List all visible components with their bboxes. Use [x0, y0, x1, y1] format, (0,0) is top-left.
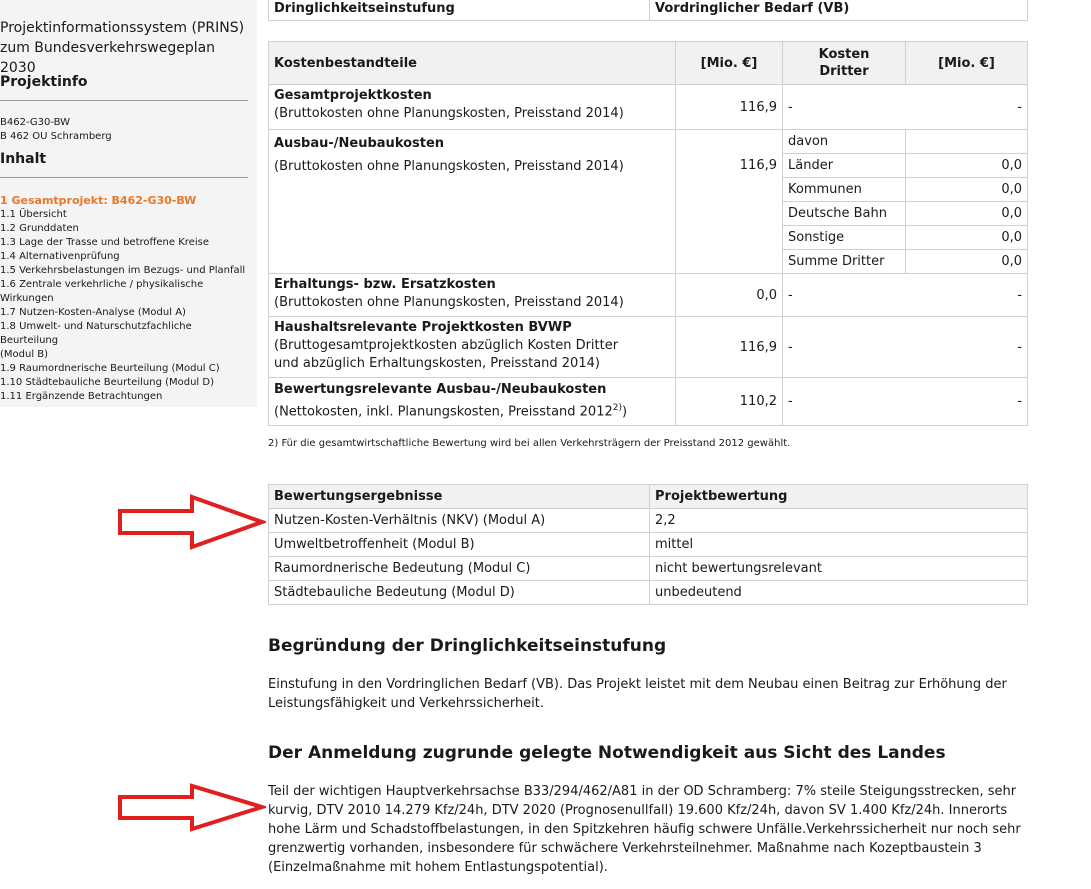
eval-label: Umweltbetroffenheit (Modul B)	[269, 533, 650, 557]
haushalt-cell	[269, 317, 676, 378]
eval-header-left: Bewertungsergebnisse	[269, 485, 650, 509]
breakdown-value: 0,0	[906, 154, 1028, 178]
toc-link[interactable]: 1.5 Verkehrsbelastungen im Bezugs- und Planfall	[0, 265, 246, 276]
breakdown-value: 0,0	[906, 178, 1028, 202]
red-arrow-icon	[116, 493, 266, 551]
toc-link[interactable]: 1.2 Grunddaten	[0, 223, 79, 234]
erhaltung-value: 0,0	[676, 274, 783, 317]
table-row	[269, 581, 1028, 605]
bewertung-dritter: -	[783, 378, 906, 426]
ausbau-cell	[269, 130, 676, 274]
table-row	[269, 557, 1028, 581]
ausbau-davon: davon	[783, 130, 906, 154]
bewertung-dritter-value: -	[906, 378, 1028, 426]
erhaltung-dritter: -	[783, 274, 906, 317]
eval-table	[268, 484, 1028, 605]
col-header-kosten-dritter	[783, 42, 906, 85]
section-text-begruendung: Einstufung in den Vordringlichen Bedarf (VB). Das Projekt leistet mit dem Neubau einen Beitrag zur Erhöhung der Leistungsfähigkeit und Verkehrssicherheit.	[268, 677, 1007, 711]
eval-label: Städtebauliche Bedeutung (Modul D)	[269, 581, 650, 605]
erhaltung-dritter-value: -	[906, 274, 1028, 317]
gesamt-title: Gesamtprojektkosten	[274, 88, 432, 103]
toc-link[interactable]: 1.1 Übersicht	[0, 209, 67, 220]
col-header-mio: [Mio. €]	[676, 42, 783, 85]
gesamt-dritter-value: -	[906, 85, 1028, 130]
cost-table	[268, 41, 1028, 426]
toc-link[interactable]: 1.10 Städtebauliche Beurteilung (Modul D)	[0, 377, 214, 388]
sidebar-divider	[0, 177, 248, 178]
haushalt-title: Haushaltsrelevante Projektkosten BVWP	[274, 320, 572, 335]
gesamt-dritter: -	[783, 85, 906, 130]
breakdown-value: 0,0	[906, 202, 1028, 226]
sidebar	[0, 0, 257, 407]
section-text-notwendigkeit: Teil der wichtigen Hauptverkehrsachse B33/294/462/A81 in der OD Schramberg: 7% steile Steigungsstrecken, sehr kurvig, DTV 2010 14.279 Kfz/24h, DTV 2020 (Prognosenullfall) 19.600 Kfz/24h, davon SV 1.400 Kfz/24h. Innerorts hohe Lärm und Schadstoffbelastungen, in den Spitzkehren häufig schwere Unfälle.Verkehrssicherheit nur noch sehr grenzwertig vorhanden, insbesondere für schwächere Verkehrsteilnehmer. Maßnahme nach Kozeptbaustein 3 (Einzelmaßnahme mit hohem Entlastungspotential).	[268, 784, 1021, 875]
eval-value: nicht bewertungsrelevant	[650, 557, 1028, 581]
breakdown-value: 0,0	[906, 226, 1028, 250]
dringlichkeit-label: Dringlichkeitseinstufung	[269, 0, 650, 21]
eval-header-right: Projektbewertung	[650, 485, 1028, 509]
toc-list	[0, 208, 252, 404]
footnote: 2) Für die gesamtwirtschaftliche Bewertung wird bei allen Verkehrsträgern der Preisstand 2012 gewählt.	[268, 438, 791, 449]
gesamt-cell	[269, 85, 676, 130]
inhalt-heading: Inhalt	[0, 151, 47, 167]
gesamt-value: 116,9	[676, 85, 783, 130]
toc-link[interactable]: (Modul B)	[0, 349, 49, 360]
haushalt-note1: (Bruttogesamtprojektkosten abzüglich Kosten Dritter	[274, 338, 619, 353]
breakdown-label: Sonstige	[783, 226, 906, 250]
dringlichkeit-table	[268, 0, 1028, 21]
eval-value: unbedeutend	[650, 581, 1028, 605]
eval-value: 2,2	[650, 509, 1028, 533]
toc-link-gesamtprojekt[interactable]: 1 Gesamtprojekt: B462-G30-BW	[0, 194, 197, 207]
toc-link[interactable]: 1.3 Lage der Trasse und betroffene Kreise	[0, 237, 209, 248]
projektinfo-heading: Projektinfo	[0, 74, 88, 90]
kosten-dritter-line1: Kosten	[818, 47, 870, 62]
haushalt-dritter: -	[783, 317, 906, 378]
breakdown-value: 0,0	[906, 250, 1028, 274]
ausbau-value: 116,9	[676, 130, 783, 274]
dringlichkeit-value: Vordringlicher Bedarf (VB)	[650, 0, 1028, 21]
haushalt-note2: und abzüglich Erhaltungskosten, Preisstand 2014)	[274, 356, 600, 371]
erhaltung-title: Erhaltungs- bzw. Ersatzkosten	[274, 277, 496, 292]
breakdown-label: Deutsche Bahn	[783, 202, 906, 226]
table-row	[269, 533, 1028, 557]
project-name: B 462 OU Schramberg	[0, 131, 112, 142]
eval-value: mittel	[650, 533, 1028, 557]
breakdown-label: Summe Dritter	[783, 250, 906, 274]
ausbau-davon-empty	[906, 130, 1028, 154]
sidebar-title	[0, 18, 255, 78]
toc-link[interactable]: 1.7 Nutzen-Kosten-Analyse (Modul A)	[0, 307, 186, 318]
toc-link[interactable]: 1.11 Ergänzende Betrachtungen	[0, 391, 163, 402]
toc-link[interactable]: 1.9 Raumordnerische Beurteilung (Modul C)	[0, 363, 220, 374]
section-heading-begruendung: Begründung der Dringlichkeitseinstufung	[268, 636, 667, 656]
eval-label: Raumordnerische Bedeutung (Modul C)	[269, 557, 650, 581]
sidebar-title-line1: Projektinformationssystem (PRINS)	[0, 20, 245, 36]
kosten-dritter-line2: Dritter	[819, 64, 869, 79]
toc-link[interactable]: 1.8 Umwelt- und Naturschutzfachliche Beurteilung	[0, 321, 192, 346]
bewertung-note-end: )	[622, 404, 628, 420]
project-id: B462-G30-BW	[0, 117, 71, 128]
section-heading-notwendigkeit: Der Anmeldung zugrunde gelegte Notwendigkeit aus Sicht des Landes	[268, 743, 946, 763]
footnote-ref: 2)	[612, 403, 622, 413]
bewertung-note: (Nettokosten, inkl. Planungskosten, Preisstand 2012	[274, 404, 613, 420]
toc-link[interactable]: Wirkungen	[0, 293, 54, 304]
bewertung-value: 110,2	[676, 378, 783, 426]
toc-link[interactable]: 1.4 Alternativenprüfung	[0, 251, 120, 262]
col-header-bestandteile: Kostenbestandteile	[269, 42, 676, 85]
breakdown-label: Kommunen	[783, 178, 906, 202]
toc-link[interactable]: 1.6 Zentrale verkehrliche / physikalische	[0, 279, 204, 290]
erhaltung-cell	[269, 274, 676, 317]
eval-label: Nutzen-Kosten-Verhältnis (NKV) (Modul A)	[269, 509, 650, 533]
red-arrow-icon	[116, 783, 266, 833]
ausbau-note: (Bruttokosten ohne Planungskosten, Preisstand 2014)	[274, 159, 624, 174]
col-header-mio-dritter: [Mio. €]	[906, 42, 1028, 85]
haushalt-dritter-value: -	[906, 317, 1028, 378]
erhaltung-note: (Bruttokosten ohne Planungskosten, Preisstand 2014)	[274, 295, 624, 310]
bewertung-title: Bewertungsrelevante Ausbau-/Neubaukosten	[274, 382, 607, 397]
ausbau-title: Ausbau-/Neubaukosten	[274, 136, 445, 151]
bewertung-note-line	[274, 399, 670, 421]
sidebar-divider	[0, 100, 248, 101]
breakdown-label: Länder	[783, 154, 906, 178]
sidebar-title-line2: zum Bundesverkehrswegeplan 2030	[0, 40, 216, 76]
gesamt-note: (Bruttokosten ohne Planungskosten, Preisstand 2014)	[274, 106, 624, 121]
bewertung-cell	[269, 378, 676, 426]
haushalt-value: 116,9	[676, 317, 783, 378]
table-row	[269, 509, 1028, 533]
